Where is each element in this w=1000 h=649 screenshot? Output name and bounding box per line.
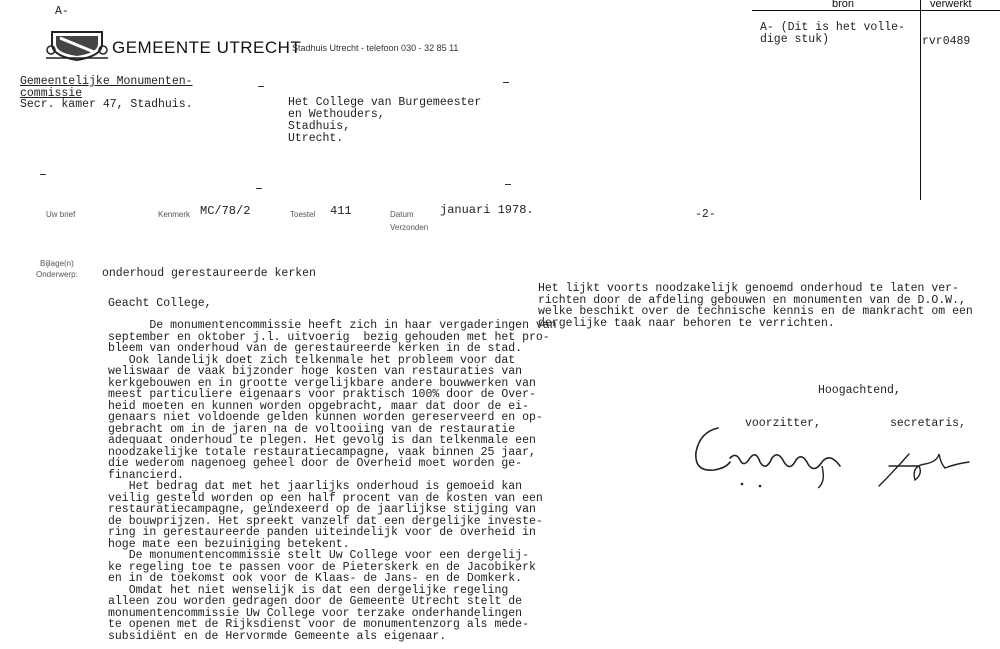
address-window-mark xyxy=(503,82,509,83)
text-line: De monumentencommissie heeft zich in haar vergaderingen van xyxy=(108,319,557,332)
toestel-label: Toestel xyxy=(290,210,316,219)
page2-body xyxy=(538,283,973,329)
text-line: genaars niet voldoende gelden kunnen worden gereserveerd en op- xyxy=(108,411,543,424)
text-line: kerkgebouwen en in grootte vergelijkbare andere bouwwerken van xyxy=(108,376,536,390)
text-line: ke regeling toe te passen voor de Pieterskerk en de Jacobikerk xyxy=(108,560,536,574)
text-line: die wederom nagenoeg geheel door de Overheid moet worden ge- xyxy=(108,457,523,470)
address-window-mark xyxy=(505,184,511,185)
column-header-bron: bron xyxy=(832,0,855,10)
datum-value: januari 1978. xyxy=(440,203,534,217)
uw-brief-label: Uw brief xyxy=(46,210,76,219)
address-window-mark xyxy=(256,188,262,189)
text-line: welke beschikt over de technische kennis en de mankracht om een xyxy=(538,305,973,318)
org-name: GEMEENTE UTRECHT xyxy=(112,38,302,57)
text-line: Het bedrag dat met het jaarlijks onderhoud is gemoeid kan xyxy=(108,480,523,493)
secretaris-label: secretaris, xyxy=(890,417,966,430)
fold-mark xyxy=(40,174,46,175)
text-line: Het lijkt voorts noodzakelijk genoemd onderhoud te laten ver- xyxy=(538,282,959,295)
text-line: september en oktober j.l. uitvoerig bezig gehouden met het pro- xyxy=(108,330,550,344)
text-line: weliswaar de vaak bijzonder hoge kosten van restauraties van xyxy=(108,365,523,378)
onderwerp-label: Onderwerp: xyxy=(36,270,78,279)
address-window-mark xyxy=(258,86,264,87)
bron-value-line: A- (Dit is het volle- xyxy=(760,21,905,34)
text-line: de bouwprijzen. Het spreekt vanzelf dat een dergelijke investe- xyxy=(108,514,543,528)
text-line: noodzakelijke totale restauratiecampagne, vaak binnen 25 jaar, xyxy=(108,445,536,459)
text-line: te openen met de Rijksdienst voor de monumentenzorg als mede- xyxy=(108,618,529,631)
text-line: veilig gesteld worden op een half procent van de kosten van een xyxy=(108,491,543,505)
sender-line: Secr. kamer 47, Stadhuis. xyxy=(20,98,193,111)
recipient-line: en Wethouders, xyxy=(288,108,385,121)
voorzitter-signature xyxy=(690,422,850,492)
text-line: monumentencommissie Uw College voor terzake onderhandelingen xyxy=(108,606,523,620)
source-table xyxy=(752,0,1000,200)
onderwerp-value: onderhoud gerestaureerde kerken xyxy=(102,267,316,280)
text-line: richten door de afdeling gebouwen en monumenten van de D.O.W., xyxy=(538,293,966,307)
text-line: hoge mate een bezuiniging betekent. xyxy=(108,537,350,551)
kenmerk-value: MC/78/2 xyxy=(200,204,251,218)
recipient-line: Utrecht. xyxy=(288,132,344,145)
text-line: Omdat het niet wenselijk is dat een dergelijke regeling xyxy=(108,583,509,597)
text-line: subsidiënt en de Hervormde Gemeente als eigenaar. xyxy=(108,629,447,643)
bijlagen-label: Bijlage(n) xyxy=(40,259,74,268)
text-line: ring in gerestaureerde panden uiteindelijk voor de overheid in xyxy=(108,526,536,539)
text-line: en in de toekomst ook voor de Klaas- de Jans- en de Domkerk. xyxy=(108,572,523,585)
voorzitter-label: voorzitter, xyxy=(745,417,821,430)
text-line: restauratiecampagne, geïndexeerd op de jaarlijkse stijging van xyxy=(108,503,536,516)
text-line: alleen zou worden gedragen door de Gemeente Utrecht stelt de xyxy=(108,595,523,608)
text-line: Ook landelijk doet zich telkenmale het probleem voor dat xyxy=(108,353,516,367)
page-number: -2- xyxy=(695,208,716,221)
closing-greeting: Hoogachtend, xyxy=(818,384,901,397)
margin-mark: A- xyxy=(55,5,69,18)
toestel-value: 411 xyxy=(330,204,352,218)
org-address: Stadhuis Utrecht - telefoon 030 - 32 85 11 xyxy=(292,43,459,53)
text-line: adequaat onderhoud te plegen. Het gevolg is dan telkenmale een xyxy=(108,434,536,447)
recipient-line: Stadhuis, xyxy=(288,120,351,133)
text-line: meest particuliere eigenaars voor praktisch 100% door de Over- xyxy=(108,388,536,401)
recipient-line: Het College van Burgemeester xyxy=(288,96,482,109)
text-line: De monumentencommissie stelt Uw College voor een dergelij- xyxy=(108,549,529,562)
text-line: dergelijke taak naar behoren te verrichten. xyxy=(538,316,835,330)
sender-line: commissie xyxy=(20,87,83,100)
letter-body xyxy=(108,320,557,642)
text-line: gebracht om in de jaren na de voltooiing van de restauratie xyxy=(108,422,516,436)
secretaris-signature xyxy=(875,440,975,490)
text-line: financierd. xyxy=(108,468,184,482)
verzonden-label: Verzonden xyxy=(390,223,429,232)
sender-line: Gemeentelijke Monumenten- xyxy=(20,75,193,88)
salutation: Geacht College, xyxy=(108,297,212,310)
verwerkt-value: rvr0489 xyxy=(922,35,971,48)
bron-value-line: dige stuk) xyxy=(760,33,830,46)
city-coat-of-arms-logo xyxy=(46,28,108,62)
kenmerk-label: Kenmerk xyxy=(158,210,191,219)
text-line: bleem van onderhoud van de gerestaureerde kerken in de stad. xyxy=(108,342,523,355)
column-header-verwerkt: verwerkt xyxy=(930,0,972,10)
datum-label: Datum xyxy=(390,210,414,219)
text-line: heid moeten en kunnen worden opgebracht, maar dat door de ei- xyxy=(108,399,529,413)
